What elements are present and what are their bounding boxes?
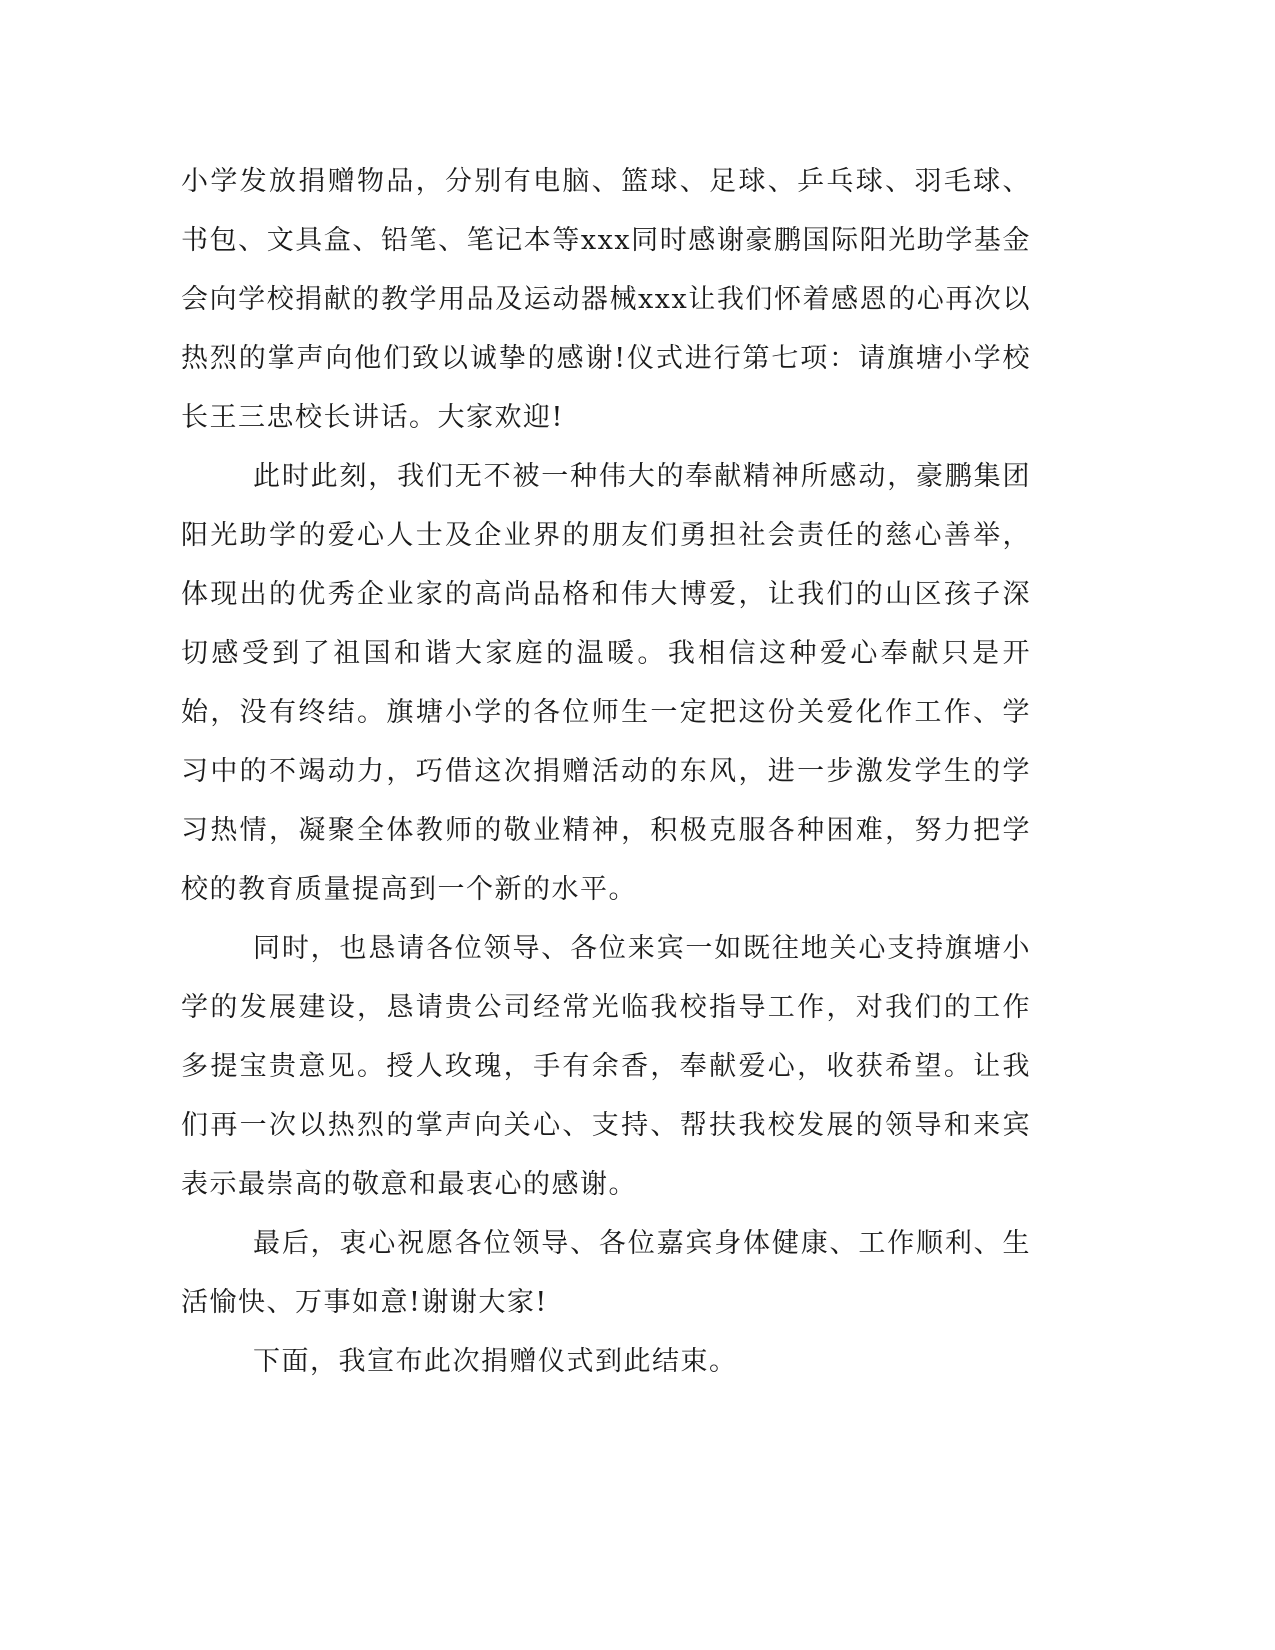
paragraph-gratitude-speech: 此时此刻，我们无不被一种伟大的奉献精神所感动，豪鹏集团阳光助学的爱心人士及企业界的朋友们勇担社会责任的慈心善举，体现出的优秀企业家的高尚品格和伟大博爱，让我们的山区孩子深切感受到了祖国和谐大家庭的温暖。我相信这种爱心奉献只是开始，没有终结。旗塘小学的各位师生一定把这份关爱化作工作、学习中的不竭动力，巧借这次捐赠活动的东风，进一步激发学生的学习热情，凝聚全体教师的敬业精神，积极克服各种困难，努力把学校的教育质量提高到一个新的水平。 xyxy=(181,461,1031,905)
paragraph-request-support: 同时，也恳请各位领导、各位来宾一如既往地关心支持旗塘小学的发展建设，恳请贵公司经常光临我校指导工作，对我们的工作多提宝贵意见。授人玫瑰，手有余香，奉献爱心，收获希望。让我们再一次以热烈的掌声向关心、支持、帮扶我校发展的领导和来宾表示最崇高的敬意和最衷心的感谢。 xyxy=(181,933,1031,1200)
paragraph-donation-items: 小学发放捐赠物品，分别有电脑、篮球、足球、乒乓球、羽毛球、书包、文具盒、铅笔、笔记本等xxx同时感谢豪鹏国际阳光助学基金会向学校捐献的教学用品及运动器械xxx让我们怀着感恩的心再次以热烈的掌声向他们致以诚挚的感谢!仪式进行第七项：请旗塘小学校长王三忠校长讲话。大家欢迎! xyxy=(181,166,1031,433)
paragraph-closing-announcement: 下面，我宣布此次捐赠仪式到此结束。 xyxy=(253,1346,738,1377)
document-body xyxy=(181,152,1031,1391)
paragraph-best-wishes: 最后，衷心祝愿各位领导、各位嘉宾身体健康、工作顺利、生活愉快、万事如意!谢谢大家! xyxy=(181,1228,1031,1318)
